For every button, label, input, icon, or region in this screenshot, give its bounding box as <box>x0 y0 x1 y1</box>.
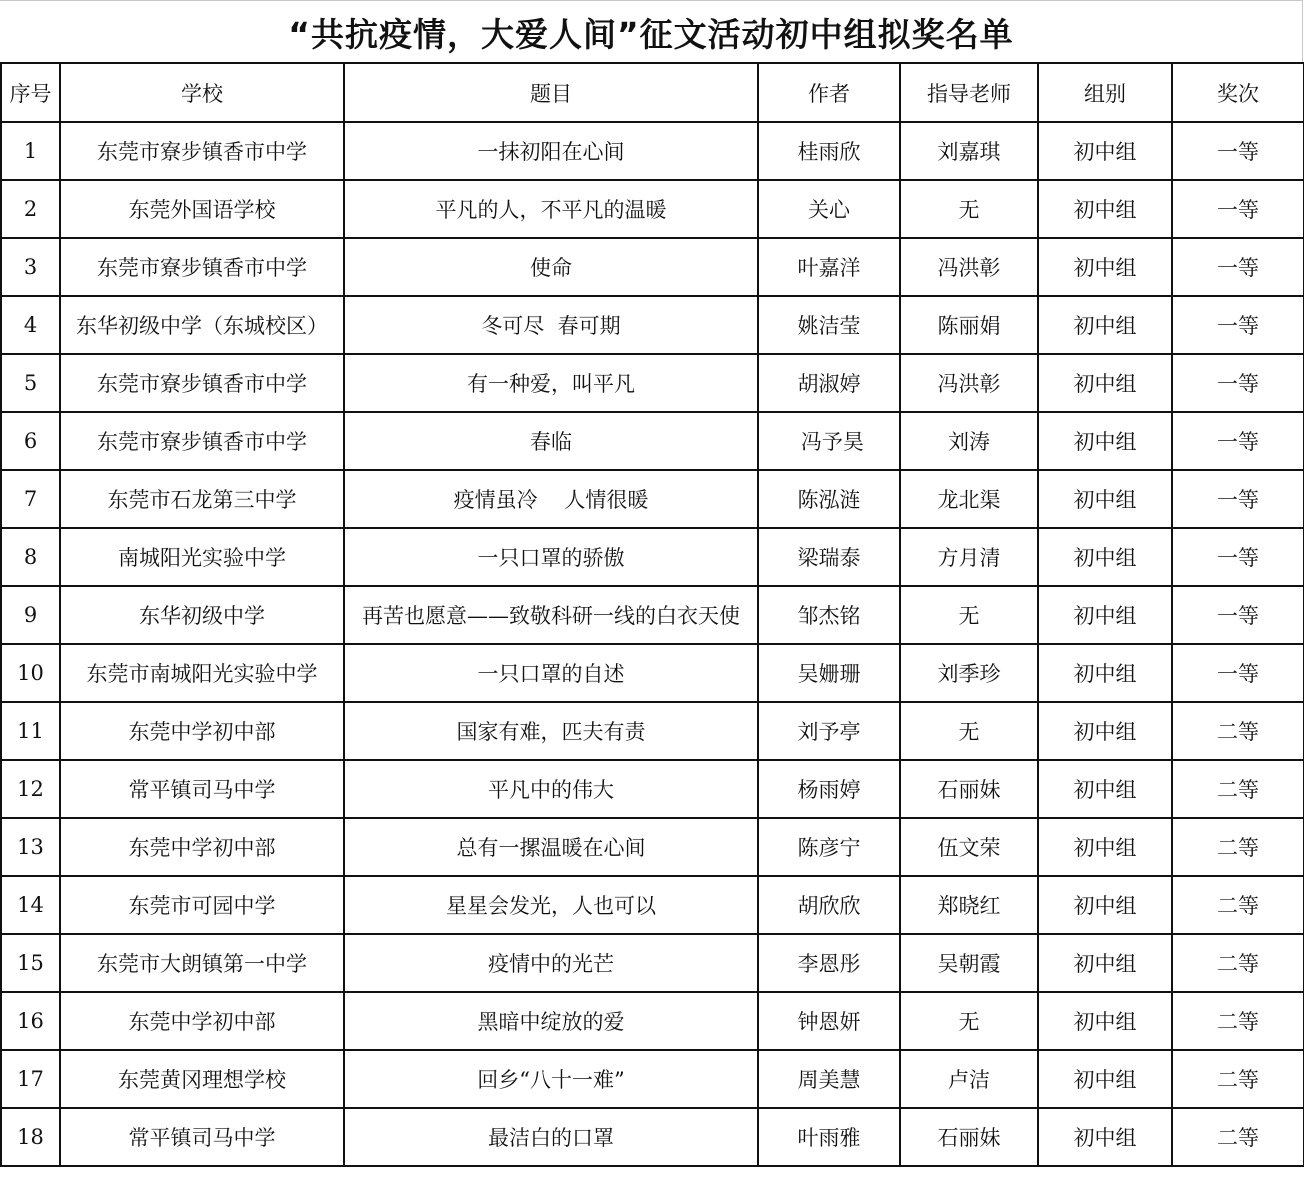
cell-group[interactable]: 初中组 <box>1038 354 1172 412</box>
cell-index[interactable]: 7 <box>1 470 60 528</box>
cell-title[interactable]: 春临 <box>344 412 758 470</box>
table-row <box>1 992 1304 1050</box>
cell-school[interactable]: 东莞市寮步镇香市中学 <box>60 122 344 180</box>
cell-school[interactable]: 常平镇司马中学 <box>60 1108 344 1166</box>
cell-author[interactable]: 关心 <box>758 180 900 238</box>
cell-group[interactable]: 初中组 <box>1038 238 1172 296</box>
cell-school[interactable]: 东莞市石龙第三中学 <box>60 470 344 528</box>
cell-school[interactable]: 东华初级中学 <box>60 586 344 644</box>
cell-author[interactable]: 胡欣欣 <box>758 876 900 934</box>
cell-school[interactable]: 常平镇司马中学 <box>60 760 344 818</box>
cell-title[interactable]: 一只口罩的自述 <box>344 644 758 702</box>
table-row <box>1 1108 1304 1166</box>
cell-group[interactable]: 初中组 <box>1038 702 1172 760</box>
cell-group[interactable]: 初中组 <box>1038 470 1172 528</box>
header-cell-teacher[interactable]: 指导老师 <box>900 63 1038 122</box>
table-row <box>1 586 1304 644</box>
cell-teacher[interactable]: 无 <box>900 702 1038 760</box>
cell-author[interactable]: 胡淑婷 <box>758 354 900 412</box>
cell-group[interactable]: 初中组 <box>1038 1050 1172 1108</box>
table-row <box>1 528 1304 586</box>
cell-author[interactable]: 杨雨婷 <box>758 760 900 818</box>
cell-school[interactable]: 东莞市大朗镇第一中学 <box>60 934 344 992</box>
cell-school[interactable]: 东莞市可园中学 <box>60 876 344 934</box>
table-body <box>1 122 1304 1166</box>
cell-teacher[interactable]: 无 <box>900 992 1038 1050</box>
table-row <box>1 354 1304 412</box>
cell-title[interactable]: 一只口罩的骄傲 <box>344 528 758 586</box>
cell-school[interactable]: 东莞中学初中部 <box>60 702 344 760</box>
cell-award[interactable]: 一等 <box>1172 296 1304 354</box>
cell-award[interactable]: 一等 <box>1172 412 1304 470</box>
cell-teacher[interactable]: 无 <box>900 586 1038 644</box>
cell-index[interactable]: 3 <box>1 238 60 296</box>
cell-teacher[interactable]: 伍文荣 <box>900 818 1038 876</box>
cell-title[interactable]: 黑暗中绽放的爱 <box>344 992 758 1050</box>
cell-index[interactable]: 15 <box>1 934 60 992</box>
cell-index[interactable]: 9 <box>1 586 60 644</box>
header-cell-group[interactable]: 组别 <box>1038 63 1172 122</box>
cell-author[interactable]: 陈彦宁 <box>758 818 900 876</box>
cell-title[interactable]: 冬可尽 春可期 <box>344 296 758 354</box>
cell-award[interactable]: 二等 <box>1172 992 1304 1050</box>
cell-author[interactable]: 冯予昊 <box>758 412 900 470</box>
cell-title[interactable]: 平凡的人，不平凡的温暖 <box>344 180 758 238</box>
cell-title[interactable]: 平凡中的伟大 <box>344 760 758 818</box>
cell-author[interactable]: 吴姗珊 <box>758 644 900 702</box>
table-row <box>1 412 1304 470</box>
cell-school[interactable]: 东莞市寮步镇香市中学 <box>60 412 344 470</box>
cell-teacher[interactable]: 冯洪彰 <box>900 354 1038 412</box>
cell-teacher[interactable]: 陈丽娟 <box>900 296 1038 354</box>
cell-index[interactable]: 18 <box>1 1108 60 1166</box>
cell-author[interactable]: 周美慧 <box>758 1050 900 1108</box>
cell-group[interactable]: 初中组 <box>1038 934 1172 992</box>
cell-teacher[interactable]: 石丽妹 <box>900 1108 1038 1166</box>
cell-title[interactable]: 再苦也愿意——致敬科研一线的白衣天使 <box>344 586 758 644</box>
cell-award[interactable]: 一等 <box>1172 180 1304 238</box>
cell-group[interactable]: 初中组 <box>1038 528 1172 586</box>
header-cell-award[interactable]: 奖次 <box>1172 63 1304 122</box>
cell-award[interactable]: 一等 <box>1172 586 1304 644</box>
cell-title[interactable]: 回乡“八十一难” <box>344 1050 758 1108</box>
award-table <box>0 62 1304 1167</box>
cell-teacher[interactable]: 龙北渠 <box>900 470 1038 528</box>
header-cell-title[interactable]: 题目 <box>344 63 758 122</box>
cell-teacher[interactable]: 刘嘉琪 <box>900 122 1038 180</box>
cell-index[interactable]: 4 <box>1 296 60 354</box>
cell-award[interactable]: 一等 <box>1172 528 1304 586</box>
table-row <box>1 818 1304 876</box>
table-row <box>1 1050 1304 1108</box>
cell-author[interactable]: 姚洁莹 <box>758 296 900 354</box>
table-row <box>1 238 1304 296</box>
cell-index[interactable]: 16 <box>1 992 60 1050</box>
table-row <box>1 702 1304 760</box>
cell-title[interactable]: 有一种爱，叫平凡 <box>344 354 758 412</box>
cell-index[interactable]: 14 <box>1 876 60 934</box>
cell-index[interactable]: 1 <box>1 122 60 180</box>
cell-award[interactable]: 一等 <box>1172 644 1304 702</box>
cell-group[interactable]: 初中组 <box>1038 412 1172 470</box>
table-row <box>1 760 1304 818</box>
cell-group[interactable]: 初中组 <box>1038 876 1172 934</box>
cell-school[interactable]: 东华初级中学（东城校区） <box>60 296 344 354</box>
cell-author[interactable]: 叶嘉洋 <box>758 238 900 296</box>
cell-author[interactable]: 陈泓涟 <box>758 470 900 528</box>
cell-author[interactable]: 桂雨欣 <box>758 122 900 180</box>
cell-title[interactable]: 疫情虽冷 人情很暖 <box>344 470 758 528</box>
cell-school[interactable]: 东莞黄冈理想学校 <box>60 1050 344 1108</box>
cell-award[interactable]: 一等 <box>1172 122 1304 180</box>
cell-index[interactable]: 5 <box>1 354 60 412</box>
cell-index[interactable]: 10 <box>1 644 60 702</box>
cell-title[interactable]: 国家有难，匹夫有责 <box>344 702 758 760</box>
cell-index[interactable]: 8 <box>1 528 60 586</box>
cell-teacher[interactable]: 卢洁 <box>900 1050 1038 1108</box>
cell-author[interactable]: 邹杰铭 <box>758 586 900 644</box>
cell-teacher[interactable]: 冯洪彰 <box>900 238 1038 296</box>
cell-index[interactable]: 13 <box>1 818 60 876</box>
cell-school[interactable]: 东莞市寮步镇香市中学 <box>60 354 344 412</box>
header-cell-school[interactable]: 学校 <box>60 63 344 122</box>
cell-award[interactable]: 二等 <box>1172 1050 1304 1108</box>
cell-index[interactable]: 17 <box>1 1050 60 1108</box>
cell-title[interactable]: 最洁白的口罩 <box>344 1108 758 1166</box>
table-row <box>1 470 1304 528</box>
table-header-row <box>1 63 1304 122</box>
cell-award[interactable]: 二等 <box>1172 876 1304 934</box>
sheet-title[interactable]: “共抗疫情，大爱人间”征文活动初中组拟奖名单 <box>0 0 1303 63</box>
header-cell-index[interactable]: 序号 <box>1 63 60 122</box>
cell-group[interactable]: 初中组 <box>1038 122 1172 180</box>
cell-award[interactable]: 二等 <box>1172 760 1304 818</box>
table-row <box>1 934 1304 992</box>
cell-index[interactable]: 12 <box>1 760 60 818</box>
cell-award[interactable]: 一等 <box>1172 238 1304 296</box>
cell-title[interactable]: 使命 <box>344 238 758 296</box>
cell-group[interactable]: 初中组 <box>1038 818 1172 876</box>
cell-award[interactable]: 二等 <box>1172 702 1304 760</box>
cell-school[interactable]: 东莞中学初中部 <box>60 818 344 876</box>
cell-teacher[interactable]: 无 <box>900 180 1038 238</box>
cell-school[interactable]: 南城阳光实验中学 <box>60 528 344 586</box>
cell-author[interactable]: 叶雨雅 <box>758 1108 900 1166</box>
cell-teacher[interactable]: 郑晓红 <box>900 876 1038 934</box>
cell-school[interactable]: 东莞市寮步镇香市中学 <box>60 238 344 296</box>
table-row <box>1 180 1304 238</box>
cell-title[interactable]: 一抹初阳在心间 <box>344 122 758 180</box>
cell-author[interactable]: 梁瑞泰 <box>758 528 900 586</box>
cell-teacher[interactable]: 吴朝霞 <box>900 934 1038 992</box>
cell-group[interactable]: 初中组 <box>1038 180 1172 238</box>
cell-teacher[interactable]: 方月清 <box>900 528 1038 586</box>
cell-group[interactable]: 初中组 <box>1038 760 1172 818</box>
cell-group[interactable]: 初中组 <box>1038 992 1172 1050</box>
cell-award[interactable]: 一等 <box>1172 354 1304 412</box>
cell-index[interactable]: 6 <box>1 412 60 470</box>
table-row <box>1 876 1304 934</box>
cell-group[interactable]: 初中组 <box>1038 586 1172 644</box>
cell-school[interactable]: 东莞中学初中部 <box>60 992 344 1050</box>
cell-title[interactable]: 疫情中的光芒 <box>344 934 758 992</box>
cell-title[interactable]: 总有一摞温暖在心间 <box>344 818 758 876</box>
cell-award[interactable]: 二等 <box>1172 1108 1304 1166</box>
table-row <box>1 122 1304 180</box>
cell-author[interactable]: 刘予亭 <box>758 702 900 760</box>
cell-teacher[interactable]: 刘涛 <box>900 412 1038 470</box>
cell-index[interactable]: 11 <box>1 702 60 760</box>
cell-author[interactable]: 李恩彤 <box>758 934 900 992</box>
cell-teacher[interactable]: 刘季珍 <box>900 644 1038 702</box>
cell-title[interactable]: 星星会发光，人也可以 <box>344 876 758 934</box>
cell-award[interactable]: 二等 <box>1172 934 1304 992</box>
table-row <box>1 296 1304 354</box>
cell-teacher[interactable]: 石丽妹 <box>900 760 1038 818</box>
cell-award[interactable]: 二等 <box>1172 818 1304 876</box>
cell-group[interactable]: 初中组 <box>1038 1108 1172 1166</box>
table-row <box>1 644 1304 702</box>
cell-award[interactable]: 一等 <box>1172 470 1304 528</box>
header-cell-author[interactable]: 作者 <box>758 63 900 122</box>
cell-index[interactable]: 2 <box>1 180 60 238</box>
cell-group[interactable]: 初中组 <box>1038 296 1172 354</box>
cell-school[interactable]: 东莞市南城阳光实验中学 <box>60 644 344 702</box>
cell-author[interactable]: 钟恩妍 <box>758 992 900 1050</box>
cell-group[interactable]: 初中组 <box>1038 644 1172 702</box>
cell-school[interactable]: 东莞外国语学校 <box>60 180 344 238</box>
